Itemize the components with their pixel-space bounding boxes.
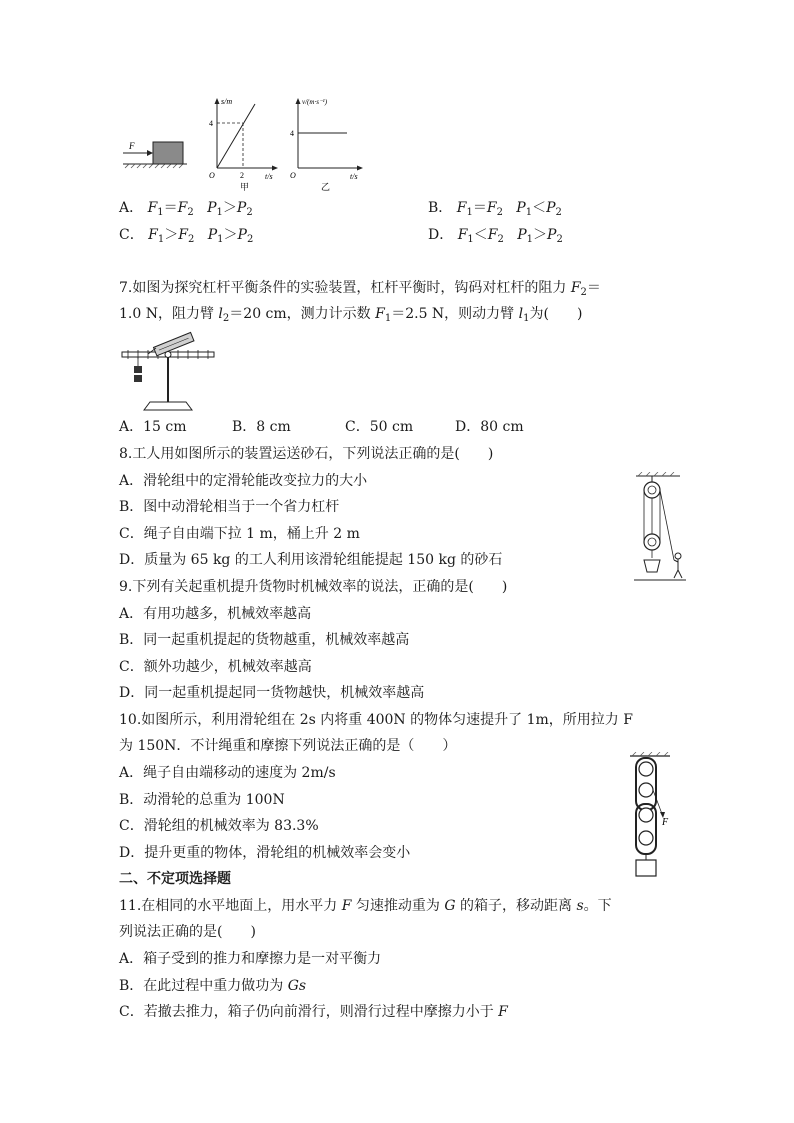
t-axis-label-b: t/s [350, 172, 358, 181]
q11-option-c: C．若撤去推力，箱子仍向前滑行，则滑行过程中摩擦力小于 F [119, 1004, 508, 1020]
section-title: 二、不定项选择题 [119, 871, 231, 887]
q7-stem-line1: 7.如图为探究杠杆平衡条件的实验装置，杠杆平衡时，钩码对杠杆的阻力 $F_2=$ [119, 280, 601, 298]
q10-option-b: B．动滑轮的总重为 100N [119, 792, 285, 808]
force-label: F [129, 141, 135, 151]
q6-option-b: B． $F_1=F_2$ $P_1<P_2$ [428, 200, 562, 218]
q7-stem-line2: 1.0 N，阻力臂 $l_2=20$ cm，测力计示数 $F_1=2.5$ N，则动力臂 $l_1$为( ) [119, 306, 583, 324]
v-axis-label: v/(m·s⁻¹) [302, 98, 328, 106]
q10-stem-line2: 为 150N．不计绳重和摩擦下列说法正确的是（ ） [119, 738, 457, 754]
q8-stem: 8.工人用如图所示的装置运送砂石，下列说法正确的是( ) [119, 446, 494, 462]
pull-force-label: F [662, 817, 669, 828]
q10-option-d: D．提升更重的物体，滑轮组的机械效率会变小 [119, 845, 411, 861]
q9-option-c: C．额外功越少，机械效率越高 [119, 659, 312, 675]
q8-option-a: A．滑轮组中的定滑轮能改变拉力的大小 [119, 473, 368, 489]
q9-option-a: A．有用功越多，机械效率越高 [119, 606, 312, 622]
pulley-block-figure [626, 752, 676, 880]
q11-option-b: B．在此过程中重力做功为 Gs [119, 978, 307, 994]
lever-apparatus-figure [118, 330, 218, 412]
q8-option-c: C．绳子自由端下拉 1 m，桶上升 2 m [119, 526, 360, 542]
origin-a: O [209, 171, 215, 180]
q10-option-c: C．滑轮组的机械效率为 83.3% [119, 818, 319, 834]
t-axis-label-a: t/s [265, 172, 273, 181]
s-t-graph [209, 97, 278, 192]
q11-stem-line2: 列说法正确的是( ) [119, 924, 256, 940]
q10-option-a: A．绳子自由端移动的速度为 2m/s [119, 765, 336, 781]
t-tick-2: 2 [240, 171, 244, 180]
q8-option-d: D．质量为 65 kg 的工人利用该滑轮组能提起 150 kg 的砂石 [119, 552, 503, 568]
q9-option-b: B．同一起重机提起的货物越重，机械效率越高 [119, 632, 410, 648]
q7-option-a: A．15 cm [119, 419, 187, 435]
origin-b: O [290, 171, 296, 180]
s-tick-4: 4 [209, 119, 213, 128]
q6-option-c: C． $F_1>F_2$ $P_1>P_2$ [119, 227, 254, 245]
q11-stem-line1: 11.在相同的水平地面上，用水平力 F 匀速推动重为 G 的箱子，移动距离 s。下 [119, 898, 612, 914]
q9-stem: 9.下列有关起重机提升货物时机械效率的说法，正确的是( ) [119, 579, 508, 595]
q9-option-d: D．同一起重机提起同一货物越快，机械效率越高 [119, 685, 425, 701]
q6-figure [115, 92, 370, 196]
q7-option-c: C．50 cm [345, 419, 414, 435]
q6-option-a: A． $F_1=F_2$ $P_1>P_2$ [119, 200, 253, 218]
q7-option-b: B．8 cm [232, 419, 291, 435]
q10-stem-line1: 10.如图所示，利用滑轮组在 2s 内将重 400N 的物体匀速提升了 1m，所用拉力 F [119, 712, 633, 728]
caption-jia: 甲 [240, 182, 250, 192]
q8-option-b: B．图中动滑轮相当于一个省力杠杆 [119, 499, 340, 515]
caption-yi: 乙 [321, 182, 331, 192]
q6-option-d: D． $F_1<F_2$ $P_1>P_2$ [428, 227, 563, 245]
pushed-box-diagram [123, 141, 187, 168]
pulley-worker-figure [630, 472, 688, 586]
s-axis-label: s/m [221, 97, 233, 106]
v-t-graph [290, 98, 363, 192]
q11-option-a: A．箱子受到的推力和摩擦力是一对平衡力 [119, 951, 382, 967]
v-tick-4: 4 [290, 129, 294, 138]
q7-option-d: D．80 cm [455, 419, 524, 435]
